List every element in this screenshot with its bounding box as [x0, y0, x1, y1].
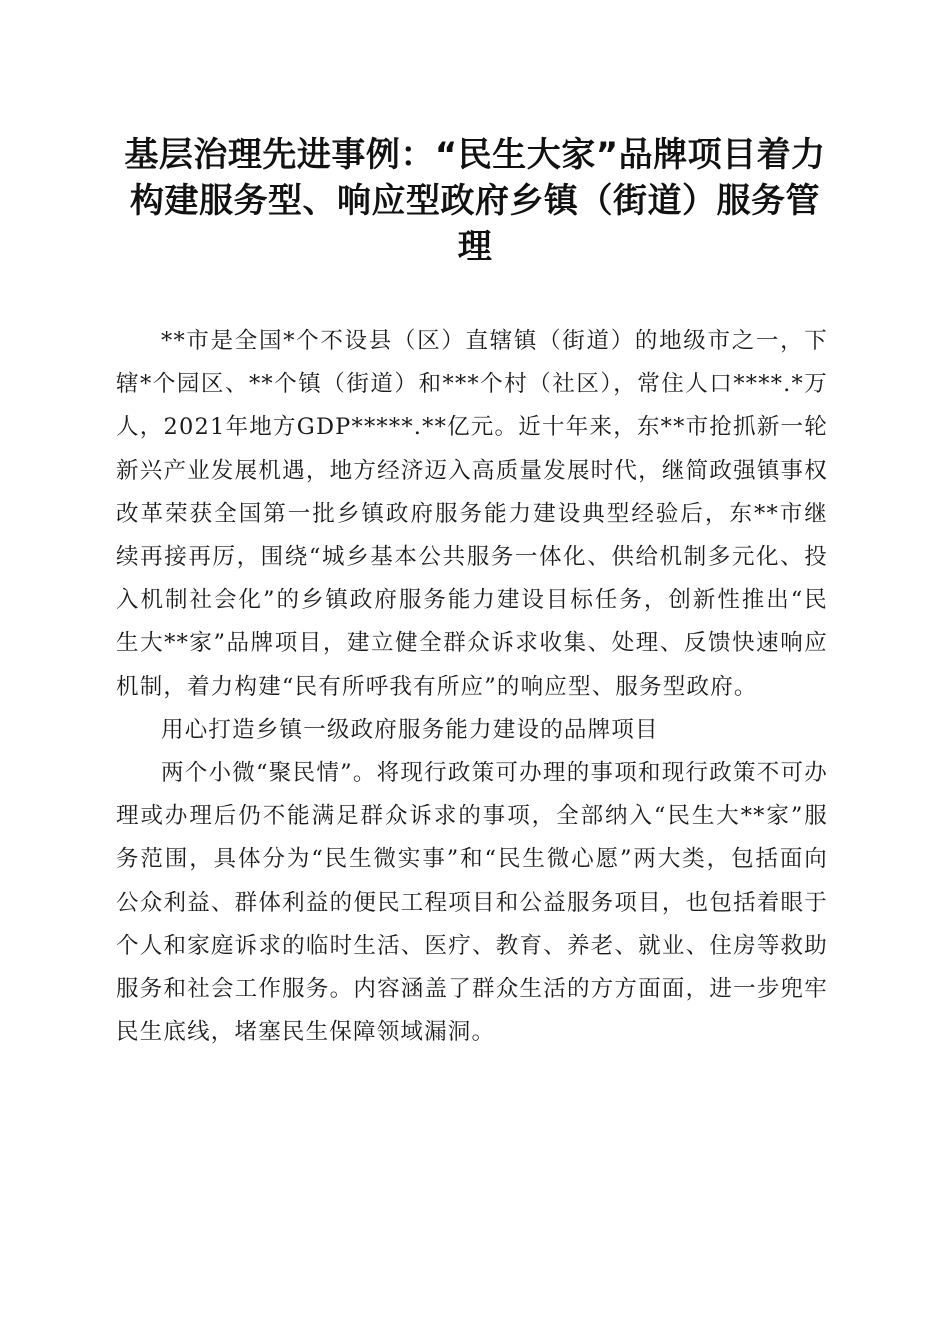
paragraph-two-micro: 两个小微“聚民情”。将现行政策可办理的事项和现行政策不可办理或办理后仍不能满足群众诉求的事项，全部纳入“民生大**家”服务范围，具体分为“民生微实事”和“民生微心愿”两大类，包括面向公众利益、群体利益的便民工程项目和公益服务项目，也包括着眼于个人和家庭诉求的临时生活、医疗、教育、养老、就业、住房等救助服务和社会工作服务。内容涵盖了群众生活的方方面面，进一步兜牢民生底线，堵塞民生保障领域漏洞。	[116, 760, 828, 1046]
paragraph-section-heading: 用心打造乡镇一级政府服务能力建设的品牌项目	[161, 716, 659, 743]
document-title: 基层治理先进事例：“民生大家”品牌项目着力构建服务型、响应型政府乡镇（街道）服务管理	[124, 135, 826, 267]
paragraph-intro: **市是全国*个不设县（区）直辖镇（街道）的地级市之一，下辖*个园区、**个镇（街道）和***个村（社区），常住人口****.*万人，2021年地方GDP*****.**亿元。近十年来，东**市抢抓新一轮新兴产业发展机遇，地方经济迈入高质量发展时代，继简政强镇事权改革荣获全国第一批乡镇政府服务能力建设典型经验后，东**市继续再接再厉，围绕“城乡基本公共服务一体化、供给机制多元化、投入机制社会化”的乡镇政府服务能力建设目标任务，创新性推出“民生大**家”品牌项目，建立健全群众诉求收集、处理、反馈快速响应机制，着力构建“民有所呼我有所应”的响应型、服务型政府。	[116, 328, 828, 700]
document-body	[116, 320, 828, 1054]
